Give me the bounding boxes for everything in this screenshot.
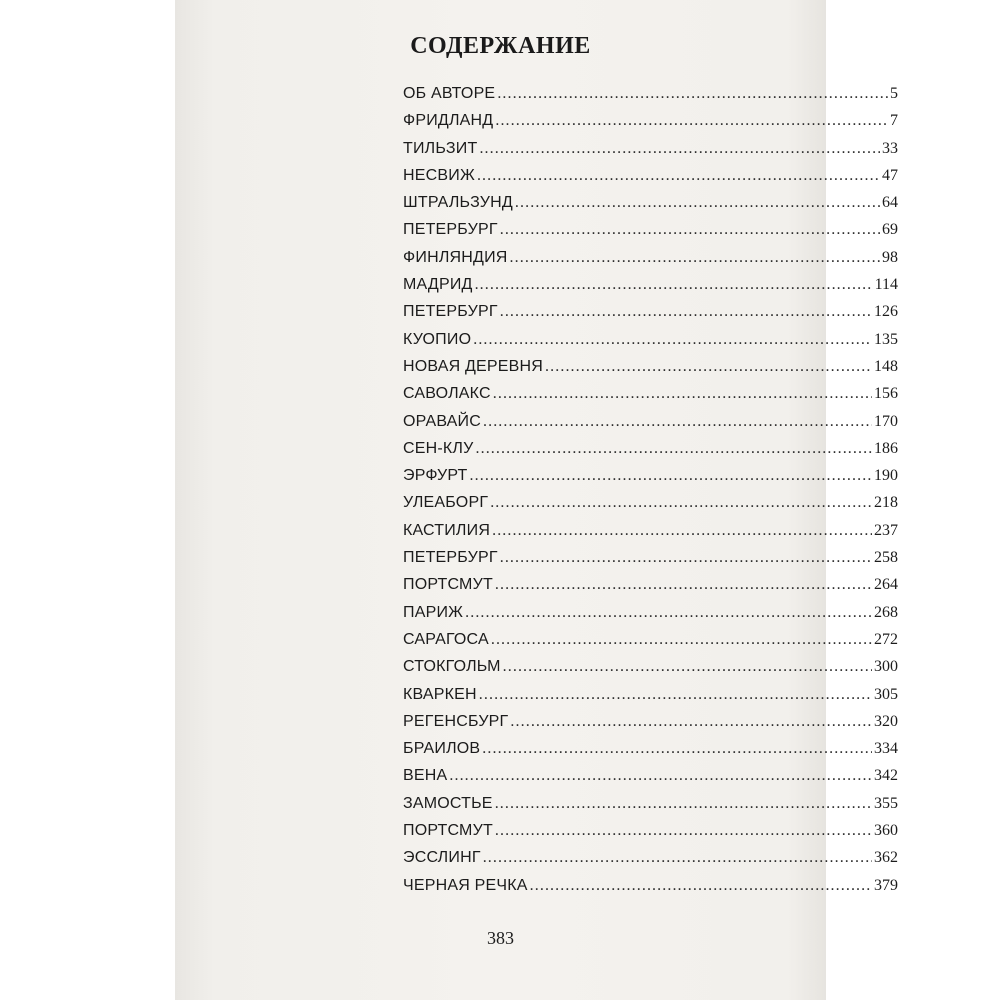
dot-leader	[449, 762, 872, 789]
toc-entry-page: 360	[874, 822, 898, 840]
toc-entry-title: КУОПИО	[403, 330, 472, 348]
toc-entry-title: ФИНЛЯНДИЯ	[403, 248, 508, 266]
dot-leader	[477, 162, 880, 189]
toc-entry-title: КАСТИЛИЯ	[403, 521, 491, 539]
toc-entry-page: 98	[882, 248, 898, 266]
dot-leader	[495, 790, 872, 817]
dot-leader	[491, 626, 872, 653]
toc-entry-page: 64	[882, 194, 898, 212]
toc-entry-title: ФРИДЛАНД	[403, 112, 494, 130]
toc-entry	[403, 353, 898, 380]
toc-entry	[403, 244, 898, 271]
dot-leader	[500, 298, 872, 325]
toc-entry	[403, 790, 898, 817]
toc-entry-page: 320	[874, 712, 898, 730]
page-number: 383	[487, 928, 514, 948]
dot-leader	[510, 244, 880, 271]
toc-entry-title: УЛЕАБОРГ	[403, 494, 489, 512]
toc-entry	[403, 735, 898, 762]
dot-leader	[545, 353, 872, 380]
toc-entry	[403, 517, 898, 544]
toc-entry	[403, 626, 898, 653]
toc-entry-title: ТИЛЬЗИТ	[403, 139, 478, 157]
toc-entry-title: МАДРИД	[403, 276, 473, 294]
dot-leader	[490, 489, 872, 516]
toc-entry-page: 47	[882, 166, 898, 184]
toc-entry-page: 33	[882, 139, 898, 157]
toc-entry-title: САРАГОСА	[403, 630, 489, 648]
toc-entry-page: 7	[890, 112, 898, 130]
toc-entry-title: ЗАМОСТЬЕ	[403, 794, 493, 812]
toc-entry	[403, 435, 898, 462]
toc-entry-page: 5	[890, 85, 898, 102]
page-title: СОДЕРЖАНИЕ	[410, 33, 591, 59]
toc-entry	[403, 216, 898, 243]
toc-entry-page: 264	[874, 576, 898, 594]
dot-leader	[495, 571, 872, 598]
dot-leader	[530, 872, 872, 899]
toc-entry-title: ПАРИЖ	[403, 603, 464, 621]
dot-leader	[493, 380, 872, 407]
toc-entry-page: 190	[874, 467, 898, 485]
dot-leader	[483, 408, 872, 435]
toc-entry	[403, 462, 898, 489]
dot-leader	[503, 653, 872, 680]
toc-entry-title: СТОКГОЛЬМ	[403, 658, 501, 676]
toc-entry-page: 126	[874, 303, 898, 321]
toc-entry-page: 135	[874, 330, 898, 348]
toc-entry	[403, 844, 898, 871]
toc-entry-title: ОРАВАЙС	[403, 412, 481, 430]
toc-entry	[403, 489, 898, 516]
toc-entry-page: 148	[874, 357, 898, 375]
toc-entry-title: СЕН-КЛУ	[403, 439, 474, 457]
toc-entry-title: ЭССЛИНГ	[403, 849, 481, 867]
toc-entry	[403, 681, 898, 708]
toc-entry	[403, 135, 898, 162]
toc-entry-page: 379	[874, 876, 898, 894]
toc-entry-page: 237	[874, 521, 898, 539]
toc-entry	[403, 298, 898, 325]
toc-entry	[403, 653, 898, 680]
toc-entry	[403, 599, 898, 626]
toc-entry-page: 355	[874, 794, 898, 812]
toc-entry-title: ЭРФУРТ	[403, 467, 468, 485]
toc-entry	[403, 80, 898, 107]
toc-entry-page: 114	[874, 276, 898, 294]
toc-entry-title: НЕСВИЖ	[403, 166, 475, 184]
toc-entry-page: 272	[874, 630, 898, 648]
book-page	[175, 0, 898, 1000]
toc-entry	[403, 162, 898, 189]
dot-leader	[465, 599, 872, 626]
toc-entry-page: 342	[874, 767, 898, 785]
dot-leader	[470, 462, 872, 489]
toc-entry-title: КВАРКЕН	[403, 685, 477, 703]
dot-leader	[500, 544, 872, 571]
dot-leader	[479, 135, 880, 162]
dot-leader	[475, 271, 873, 298]
dot-leader	[495, 817, 872, 844]
dot-leader	[476, 435, 873, 462]
toc-entry-title: РЕГЕНСБУРГ	[403, 712, 509, 730]
toc-entry-title: ПОРТСМУТ	[403, 576, 493, 594]
dot-leader	[500, 216, 880, 243]
toc-entry	[403, 571, 898, 598]
toc-entry	[403, 189, 898, 216]
dot-leader	[497, 80, 888, 107]
toc-entry	[403, 708, 898, 735]
toc-entry-page: 305	[874, 685, 898, 703]
dot-leader	[473, 326, 872, 353]
dot-leader	[510, 708, 872, 735]
toc-entry	[403, 380, 898, 407]
toc-entry-title: ПЕТЕРБУРГ	[403, 303, 498, 321]
toc-entry-page: 362	[874, 849, 898, 867]
dot-leader	[479, 681, 872, 708]
toc-entry	[403, 107, 898, 134]
toc-entry-page: 170	[874, 412, 898, 430]
toc-entry-page: 186	[874, 439, 898, 457]
toc-entry-title: САВОЛАКС	[403, 385, 491, 403]
toc-entry	[403, 326, 898, 353]
toc-entry-page: 69	[882, 221, 898, 239]
toc-entry-title: ЧЕРНАЯ РЕЧКА	[403, 876, 528, 894]
toc-entry-page: 334	[874, 740, 898, 758]
dot-leader	[495, 107, 888, 134]
toc-entry-title: ПЕТЕРБУРГ	[403, 221, 498, 239]
dot-leader	[483, 844, 872, 871]
dot-leader	[515, 189, 880, 216]
toc-entry-page: 258	[874, 549, 898, 567]
toc-entry-title: ПОРТСМУТ	[403, 822, 493, 840]
table-of-contents	[403, 80, 898, 899]
toc-entry	[403, 544, 898, 571]
toc-entry-title: ПЕТЕРБУРГ	[403, 549, 498, 567]
toc-entry-title: НОВАЯ ДЕРЕВНЯ	[403, 357, 544, 375]
dot-leader	[492, 517, 872, 544]
toc-entry	[403, 872, 898, 899]
toc-entry-title: ВЕНА	[403, 767, 448, 785]
toc-entry-page: 218	[874, 494, 898, 512]
toc-entry-title: БРАИЛОВ	[403, 740, 481, 758]
toc-entry	[403, 271, 898, 298]
toc-entry-title: ОБ АВТОРЕ	[403, 85, 496, 102]
toc-entry-title: ШТРАЛЬЗУНД	[403, 194, 513, 212]
toc-entry	[403, 408, 898, 435]
dot-leader	[482, 735, 872, 762]
toc-entry-page: 268	[874, 603, 898, 621]
toc-entry	[403, 817, 898, 844]
toc-entry-page: 300	[874, 658, 898, 676]
toc-entry	[403, 762, 898, 789]
toc-entry-page: 156	[874, 385, 898, 403]
